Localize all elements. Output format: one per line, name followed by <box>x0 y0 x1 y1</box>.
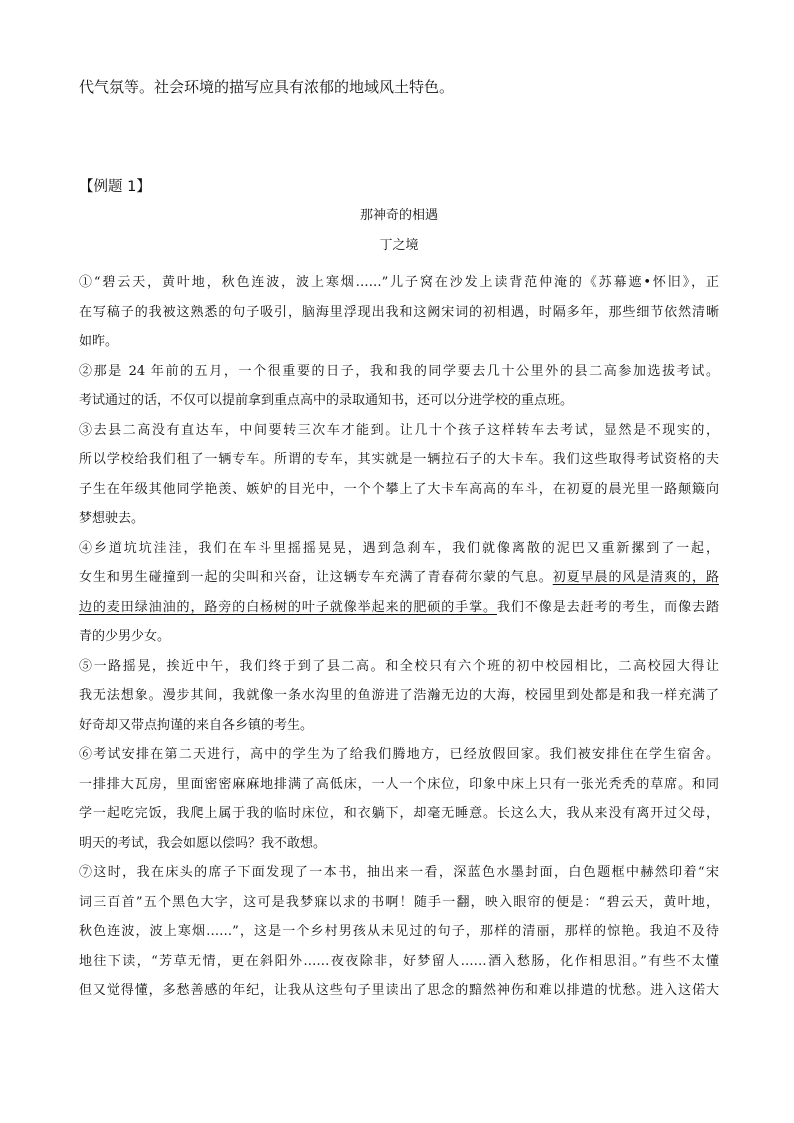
text-line: ⑤一路摇晃，挨近中午，我们终于到了县二高。和全校只有六个班的初中校园相比，二高校园大得让 <box>79 658 719 674</box>
article-author: 丁之境 <box>379 238 419 253</box>
text-line: 如昨。 <box>79 334 119 349</box>
text-line: 在写稿子的我被这熟悉的句子吸引，脑海里浮现出我和这阙宋词的初相遇，时隔多年，那些细节依然清晰 <box>79 304 719 320</box>
text-line: ②那是 24 年前的五月，一个很重要的日子，我和我的同学要去几十公里外的县二高参加选拔考试。 <box>79 363 719 379</box>
text-line: ③去县二高没有直达车，中间要转三次车才能到。让几十个孩子这样转车去考试，显然是不现实的， <box>79 422 719 438</box>
text-line: 地往下读，“芳草无情，更在斜阳外……夜夜除非，好梦留人……酒入愁肠，化作相思泪。”有些不太懂 <box>79 953 719 969</box>
text-line: 我无法想象。漫步其间，我就像一条水沟里的鱼游进了浩瀚无边的大海，校园里到处都是和我一样充满了 <box>79 688 719 703</box>
text-line: 梦想驶去。 <box>79 511 145 526</box>
text-line: 考试通过的话，不仅可以提前拿到重点高中的录取通知书，还可以分进学校的重点班。 <box>79 393 574 408</box>
article-body <box>79 268 719 1006</box>
paragraph-6 <box>79 740 719 858</box>
paragraph-3 <box>79 416 719 534</box>
text-line: 秋色连波，波上寒烟……”，这是一个乡村男孩从未见过的句子，那样的清丽，那样的惊艳。我迫不及待 <box>79 924 719 939</box>
article-title: 那神奇的相遇 <box>359 208 438 223</box>
paragraph-2 <box>79 357 719 416</box>
text-line: 子生在年级其他同学艳羡、嫉妒的目光中，一个个攀上了大卡车高高的车斗，在初夏的晨光里一路颠簸向 <box>79 481 719 497</box>
text-line: ⑦这时，我在床头的席子下面发现了一本书，抽出来一看，深蓝色水墨封面，白色题框中赫然印着“宋 <box>79 865 719 880</box>
paragraph-4 <box>79 534 719 652</box>
text-line: 好奇却又带点拘谨的来自各乡镇的考生。 <box>79 717 314 733</box>
text-line: 所以学校给我们租了一辆专车。所谓的专车，其实就是一辆拉石子的大卡车。我们这些取得考试资格的夫 <box>79 452 719 467</box>
example-label: 【例题 1】 <box>79 179 151 195</box>
text-segment: 女生和男生碰撞到一起的尖叫和兴奋，让这辆专车充满了青春荷尔蒙的气息。 <box>79 570 553 585</box>
text-line: 但又觉得懂，多愁善感的年纪，让我从这些句子里读出了思念的黯然神伤和难以排遣的忧愁。进入这偌大 <box>79 983 719 998</box>
paragraph-5 <box>79 652 719 741</box>
text-line <box>79 563 719 593</box>
paragraph-7 <box>79 858 719 1006</box>
text-line: 青的少男少女。 <box>79 629 171 644</box>
text-line: ①“碧云天，黄叶地，秋色连波，波上寒烟……”儿子窝在沙发上读背范仲淹的《苏幕遮•怀旧》，正 <box>79 275 719 290</box>
text-line: ⑥考试安排在第二天进行，高中的学生为了给我们腾地方，已经放假回家。我们被安排住在学生宿舍。 <box>79 747 719 762</box>
text-line: 明天的考试，我会如愿以偿吗？我不敢想。 <box>79 835 327 851</box>
underlined-sentence: 初夏早晨的风是清爽的，路 <box>552 570 719 585</box>
text-line: ④乡道坑坑洼洼，我们在车斗里摇摇晃晃，遇到急刹车，我们就像离散的泥巴又重新摞到了一起， <box>79 540 719 556</box>
text-line: 学一起吃完饭，我爬上属于我的临时床位，和衣躺下，却毫无睡意。长这么大，我从来没有离开过父母， <box>79 806 719 821</box>
paragraph-1 <box>79 268 719 357</box>
text-line: 词三百首”五个黑色大字，这可是我梦寐以求的书啊！随手一翻，映入眼帘的便是：“碧云天，黄叶地， <box>79 894 719 910</box>
text-line <box>79 593 719 623</box>
underlined-sentence: 边的麦田绿油油的，路旁的白杨树的叶子就像举起来的肥硕的手掌。 <box>79 599 497 615</box>
intro-text: 代气氛等。社会环境的描写应具有浓郁的地域风土特色。 <box>79 78 455 96</box>
text-line: 一排排大瓦房，里面密密麻麻地排满了高低床，一人一个床位，印象中床上只有一张光秃秃的草席。和同 <box>79 776 719 792</box>
text-segment: 我们不像是去赶考的考生，而像去踏 <box>496 599 719 615</box>
